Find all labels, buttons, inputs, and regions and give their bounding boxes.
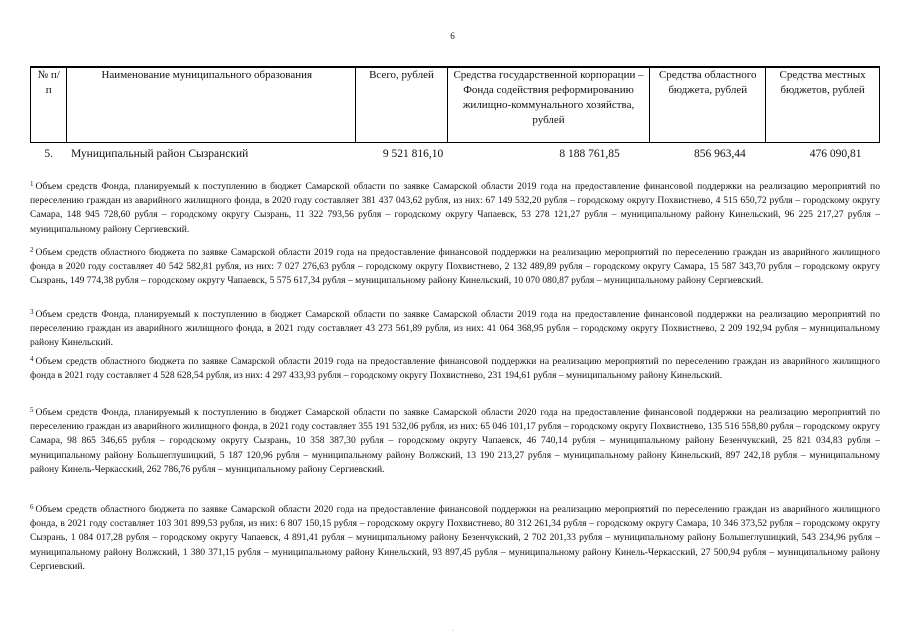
header-row-number: № п/п	[31, 67, 67, 143]
footnote-text: Объем средств Фонда, планируемый к поступлению в бюджет Самарской области по заявке Самарской области 2019 года на предоставление финансовой поддержки на реализацию мероприятий по переселению граждан из аварийного жилищного фонда, в 2020 году составляет 381 437 043,62 рубля, из них: 67 149 532,20 рубля – городскому округу Похвистнево, 4 515 650,72 рубля – городскому округу Самара, 148 945 728,60 рубля – городскому округу Сызрань, 11 322 793,56 рубля – городскому округу Чапаевск, 53 278 121,27 рубля – муниципальному району Кинельский, 96 225 217,27 рубля – муниципальному району Сергиевский.	[30, 181, 880, 235]
cell-local-budgets: 476 090,81	[809, 148, 862, 160]
page-number: 6	[450, 31, 455, 41]
footnote-6	[30, 503, 880, 574]
cell-municipality-name: Муниципальный район Сызранский	[70, 148, 249, 160]
footnote-text: Объем средств областного бюджета по заявке Самарской области 2019 года на предоставление финансовой поддержки на реализацию мероприятий по переселению граждан из аварийного жилищного фонда в 2021 году составляет 4 528 628,54 рубля, из них: 4 297 433,93 рубля – городскому округу Похвистнево, 231 194,61 рубля – муниципальному району Кинельский.	[30, 356, 880, 382]
footnote-text: Объем средств Фонда, планируемый к поступлению в бюджет Самарской области по заявке Самарской области 2019 года на предоставление финансовой поддержки на реализацию мероприятий по переселению граждан из аварийного жилищного фонда, в 2021 году составляет 43 273 561,89 рубля, из них: 41 064 368,95 рубля – городскому округу Похвистнево, 2 209 192,94 рубля – муниципальному району Кинельский.	[30, 309, 880, 349]
table-header-row	[31, 67, 880, 143]
header-local-budgets: Средства местных бюджетов, рублей	[766, 67, 880, 143]
cell-row-number: 5.	[44, 148, 54, 160]
footnote-marker: 4	[30, 355, 34, 363]
footnote-marker: 2	[30, 246, 34, 254]
footnote-4	[30, 355, 880, 383]
footnote-marker: 3	[30, 308, 34, 316]
cell-regional-budget: 856 963,44	[693, 148, 746, 160]
footnote-2	[30, 246, 880, 289]
footnote-1	[30, 180, 880, 237]
footnote-text: Объем средств областного бюджета по заявке Самарской области 2020 года на предоставление финансовой поддержки на реализацию мероприятий по переселению граждан из аварийного жилищного фонда, в 2021 году составляет 103 301 899,53 рубля, из них: 6 807 150,15 рубля – городскому округу Похвистнево, 80 312 261,34 рубля – городскому округу Самара, 10 346 373,52 рубля – городскому округу Сызрань, 1 084 017,28 рубля – городскому округу Чапаевск, 4 891,41 рубля – муниципальному району Безенчукский, 2 702 201,33 рубля – муниципальному району Большеглушицкий, 543 234,96 рубля – муниципальному району Волжский, 1 380 371,15 рубля – муниципальному району Кинельский, 93 897,45 рубля – муниципальному району Кинель-Черкасский, 27 500,94 рубля – муниципальному району Сергиевский.	[30, 504, 880, 572]
footnote-3	[30, 308, 880, 351]
footnote-marker: 5	[30, 406, 34, 414]
header-fund-corporation: Средства государственной корпорации – Фонда содействия реформированию жилищно-коммунального хозяйства, рублей	[447, 67, 650, 143]
footnote-marker: 6	[30, 503, 34, 511]
allocation-table	[30, 66, 880, 162]
footnote-text: Объем средств Фонда, планируемый к поступлению в бюджет Самарской области по заявке Самарской области 2020 года на предоставление финансовой поддержки на реализацию мероприятий по переселению граждан из аварийного жилищного фонда, в 2021 году составляет 355 191 532,06 рубля, из них: 65 046 101,17 рубля – городскому округу Похвистнево, 135 516 558,80 рубля – городскому округу Самара, 98 865 346,65 рубля – городскому округу Сызрань, 10 358 387,30 рубля – городскому округу Чапаевск, 46 740,14 рубля – муниципальному району Безенчукский, 25 821 034,83 рубля – муниципальному району Большеглушицкий, 5 187 120,96 рубля – муниципальному району Волжский, 13 190 213,27 рубля – муниципальному району Кинельский, 897 242,18 рубля – муниципальному району Кинель-Черкасский, 262 786,76 рубля – муниципальному району Сергиевский.	[30, 407, 880, 475]
scan-speck: ·	[452, 628, 454, 634]
header-regional-budget: Средства областного бюджета, рублей	[650, 67, 766, 143]
footnote-5	[30, 406, 880, 477]
cell-total: 9 521 816,10	[382, 148, 444, 160]
header-total: Всего, рублей	[356, 67, 448, 143]
table-row	[31, 143, 880, 163]
footnote-marker: 1	[30, 180, 34, 188]
header-municipality-name: Наименование муниципального образования	[67, 67, 356, 143]
footnote-text: Объем средств областного бюджета по заявке Самарской области 2019 года на предоставление финансовой поддержки на реализацию мероприятий по переселению граждан из аварийного жилищного фонда в 2020 году составляет 40 542 582,81 рубля, из них: 7 027 276,63 рубля – городскому округу Похвистнево, 2 132 489,89 рубля – городскому округу Самара, 15 587 343,70 рубля – городскому округу Сызрань, 149 774,38 рубля – городскому округу Чапаевск, 5 575 617,34 рубля – муниципальному району Кинельский, 10 070 080,87 рубля – муниципальному району Сергиевский.	[30, 247, 880, 287]
cell-fund-corporation: 8 188 761,85	[559, 148, 620, 160]
